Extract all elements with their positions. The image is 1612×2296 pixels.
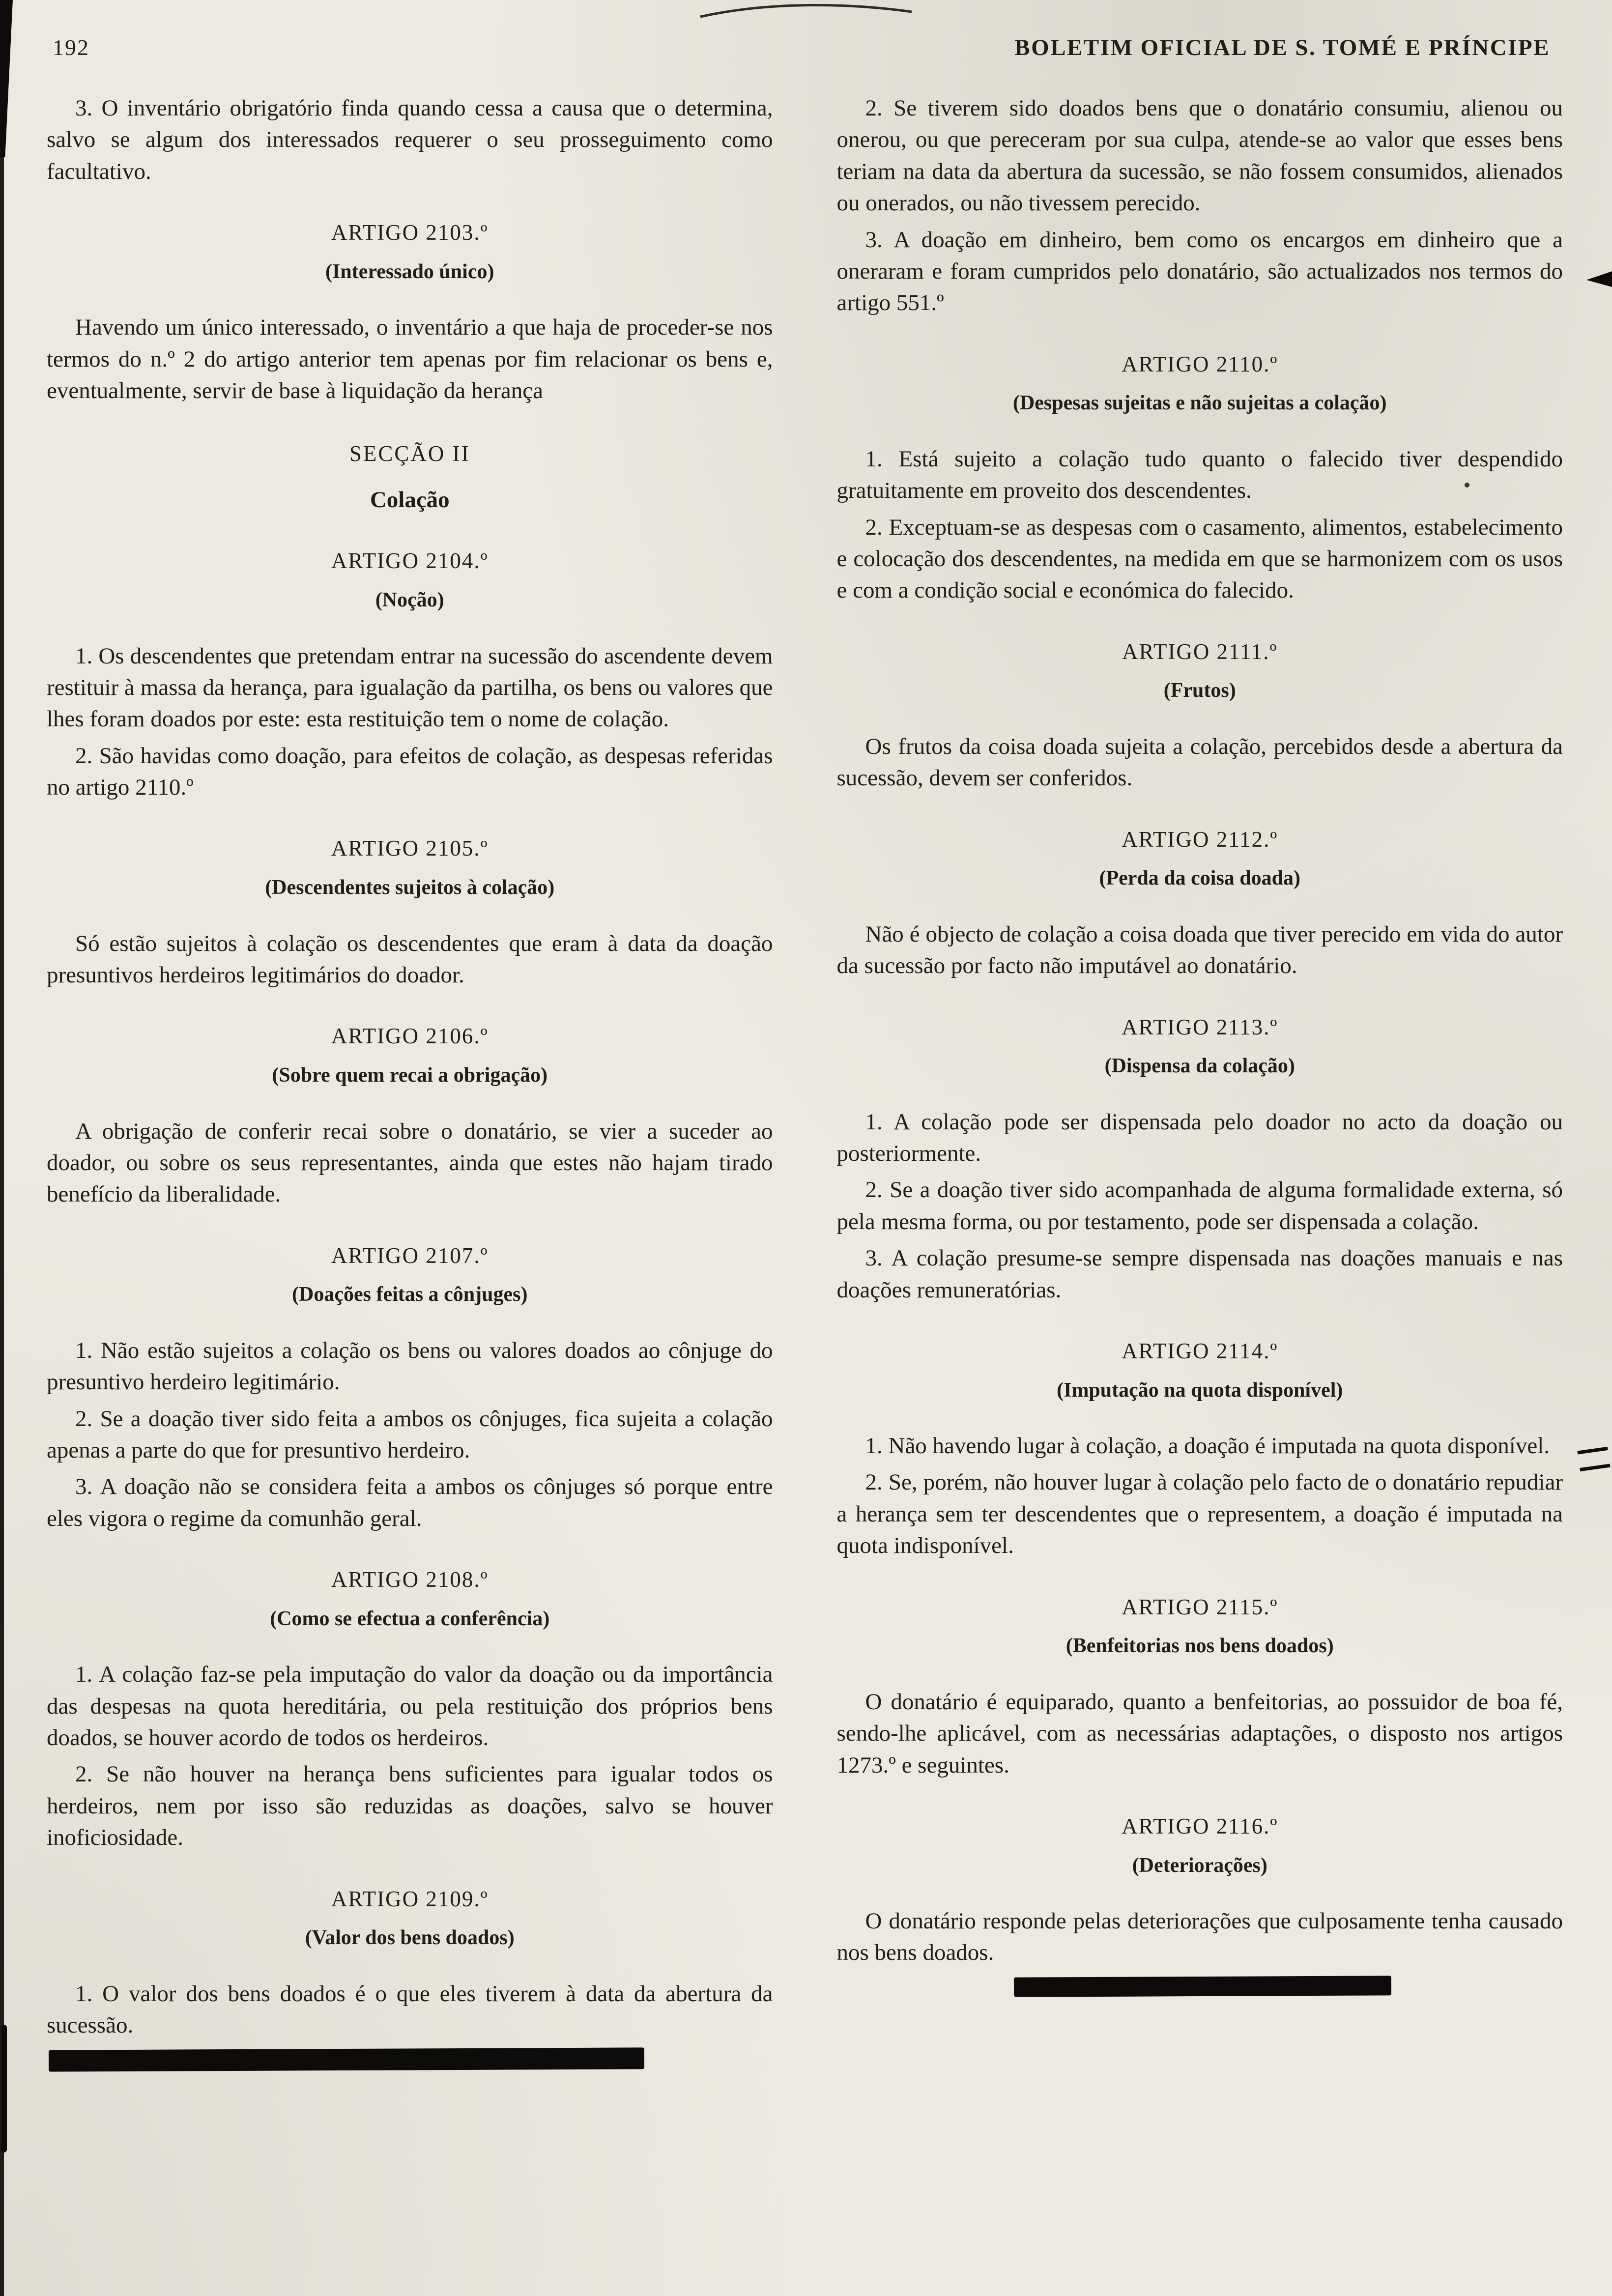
article-number-heading: ARTIGO 2105.º	[331, 836, 489, 861]
body-paragraph: 3. A doação não se considera feita a ambos os cônjuges só porque entre eles vigora o regime da comunhão geral.	[47, 1474, 773, 1531]
body-paragraph: 1. Está sujeito a colação tudo quanto o falecido tiver despendido gratuitamente em proveito dos descendentes.	[836, 446, 1563, 504]
article-number-heading: ARTIGO 2111.º	[1122, 639, 1278, 664]
article-number-heading: ARTIGO 2104.º	[331, 548, 489, 574]
body-paragraph: 3. A colação presume-se sempre dispensada nas doações manuais e nas doações remuneratórias.	[836, 1245, 1563, 1303]
body-paragraph: 3. A doação em dinheiro, bem como os encargos em dinheiro que a oneraram e foram cumpridos pelo donatário, são actualizados nos termos do artigo 551.º	[836, 227, 1563, 316]
article-subtitle: (Perda da coisa doada)	[1099, 867, 1300, 890]
margin-squiggle-mark	[1577, 1447, 1610, 1471]
body-paragraph: 2. Exceptuam-se as despesas com o casamento, alimentos, estabelecimento e colocação dos descendentes, na medida em que se harmonizem com os usos e com a condição social e económica do falecido.	[836, 514, 1563, 603]
article-subtitle: (Noção)	[375, 589, 444, 612]
section-heading: SECÇÃO II	[349, 441, 470, 466]
redacted-line	[49, 2048, 644, 2072]
gazette-title: BOLETIM OFICIAL DE S. TOMÉ E PRÍNCIPE	[1014, 35, 1550, 60]
body-paragraph: 2. Se não houver na herança bens suficientes para igualar todos os herdeiros, nem por isso são reduzidas as doações, salvo se houver inoficiosidade.	[47, 1761, 773, 1851]
article-subtitle: (Despesas sujeitas e não sujeitas a colação)	[1012, 392, 1387, 415]
page-header	[47, 34, 1563, 61]
section-title: Colação	[370, 487, 450, 513]
body-paragraph: 2. Se a doação tiver sido feita a ambos os cônjuges, fica sujeita a colação apenas a parte do que for presuntivo herdeiro.	[47, 1406, 773, 1463]
scan-curve-artifact	[698, 1, 914, 20]
body-paragraph: 1. O valor dos bens doados é o que eles tiverem à data da abertura da sucessão.	[47, 1980, 773, 2038]
left-column	[47, 92, 773, 2070]
article-number-heading: ARTIGO 2113.º	[1122, 1014, 1278, 1039]
margin-arrow-mark	[1586, 271, 1612, 287]
body-paragraph: O donatário é equiparado, quanto a benfeitorias, ao possuidor de boa fé, sendo-lhe aplicável, com as necessárias adaptações, o disposto nos artigos 1273.º e seguintes.	[836, 1689, 1563, 1778]
article-subtitle: (Interessado único)	[325, 260, 494, 283]
body-paragraph: 1. Os descendentes que pretendam entrar na sucessão do ascendente devem restituir à massa da herança, para igualação da partilha, os bens ou valores que lhes foram doados por este: esta restituição tem o nome de colação.	[47, 643, 773, 732]
page-number: 192	[53, 35, 89, 60]
body-paragraph: A obrigação de conferir recai sobre o donatário, se vier a suceder ao doador, ou sobre os seus representantes, ainda que estes não hajam tirado benefício da liberalidade.	[47, 1118, 773, 1207]
corner-ink-artifact	[0, 0, 13, 157]
body-paragraph: 2. Se tiverem sido doados bens que o donatário consumiu, alienou ou onerou, ou que pereceram por sua culpa, atende-se ao valor que esses bens teriam na data da abertura da sucessão, se não fossem consumidos, alienados ou onerados, ou não tivessem perecido.	[836, 95, 1563, 216]
body-paragraph: 2. São havidas como doação, para efeitos de colação, as despesas referidas no artigo 2110.º	[47, 743, 773, 801]
article-subtitle: (Como se efectua a conferência)	[270, 1607, 550, 1630]
binding-shadow-artifact	[0, 0, 4, 2296]
article-number-heading: ARTIGO 2109.º	[331, 1886, 489, 1911]
body-paragraph: 1. A colação pode ser dispensada pelo doador no acto da doação ou posteriormente.	[836, 1109, 1563, 1167]
body-paragraph: Havendo um único interessado, o inventário a que haja de proceder-se nos termos do n.º 2 do artigo anterior tem apenas por fim relacionar os bens e, eventualmente, servir de base à liquidação da herança	[47, 315, 773, 404]
article-subtitle: (Sobre quem recai a obrigação)	[272, 1064, 548, 1087]
article-number-heading: ARTIGO 2116.º	[1122, 1813, 1278, 1838]
body-paragraph: Os frutos da coisa doada sujeita a colação, percebidos desde a abertura da sucessão, devem ser conferidos.	[836, 733, 1563, 791]
article-subtitle: (Imputação na quota disponível)	[1057, 1378, 1343, 1402]
article-subtitle: (Deteriorações)	[1132, 1854, 1267, 1877]
article-number-heading: ARTIGO 2108.º	[331, 1567, 489, 1592]
article-number-heading: ARTIGO 2110.º	[1122, 351, 1278, 376]
article-subtitle: (Valor dos bens doados)	[305, 1926, 515, 1950]
body-paragraph: 3. O inventário obrigatório finda quando cessa a causa que o determina, salvo se algum dos interessados requerer o seu prosseguimento como facultativo.	[47, 95, 773, 184]
body-paragraph: Não é objecto de colação a coisa doada que tiver perecido em vida do autor da sucessão por facto não imputável ao donatário.	[836, 921, 1563, 979]
two-column-body	[47, 92, 1563, 2070]
body-paragraph: 1. A colação faz-se pela imputação do valor da doação ou da importância das despesas na quota hereditária, ou pela restituição dos próprios bens doados, se houver acordo de todos os herdeiros.	[47, 1662, 773, 1751]
article-number-heading: ARTIGO 2112.º	[1122, 827, 1278, 852]
body-paragraph: 2. Se, porém, não houver lugar à colação pelo facto de o donatário repudiar a herança sem ter descendentes que o representem, a doação é imputada na quota indisponível.	[836, 1469, 1563, 1559]
redacted-line	[1013, 1976, 1391, 1997]
article-number-heading: ARTIGO 2114.º	[1122, 1338, 1278, 1363]
article-subtitle: (Descendentes sujeitos à colação)	[265, 876, 555, 899]
article-subtitle: (Doações feitas a cônjuges)	[292, 1283, 528, 1306]
article-subtitle: (Benfeitorias nos bens doados)	[1065, 1635, 1334, 1658]
article-number-heading: ARTIGO 2115.º	[1122, 1594, 1278, 1619]
article-number-heading: ARTIGO 2106.º	[331, 1024, 489, 1049]
body-paragraph: 1. Não havendo lugar à colação, a doação é imputada na quota disponível.	[865, 1433, 1550, 1459]
edge-ink-artifact	[1, 2025, 7, 2152]
article-subtitle: (Frutos)	[1163, 679, 1236, 702]
article-subtitle: (Dispensa da colação)	[1104, 1055, 1295, 1078]
body-paragraph: O donatário responde pelas deteriorações que culposamente tenha causado nos bens doados.	[836, 1908, 1563, 1966]
ink-dot-artifact	[1465, 483, 1469, 488]
right-column	[837, 92, 1563, 2070]
article-number-heading: ARTIGO 2107.º	[331, 1243, 489, 1268]
body-paragraph: 1. Não estão sujeitos a colação os bens ou valores doados ao cônjuge do presuntivo herdeiro legitimário.	[47, 1337, 773, 1395]
article-number-heading: ARTIGO 2103.º	[331, 220, 489, 245]
body-paragraph: Só estão sujeitos à colação os descendentes que eram à data da doação presuntivos herdeiros legitimários do doador.	[47, 930, 773, 988]
body-paragraph: 2. Se a doação tiver sido acompanhada de alguma formalidade externa, só pela mesma forma, ou por testamento, pode ser dispensada a colação.	[836, 1177, 1563, 1234]
